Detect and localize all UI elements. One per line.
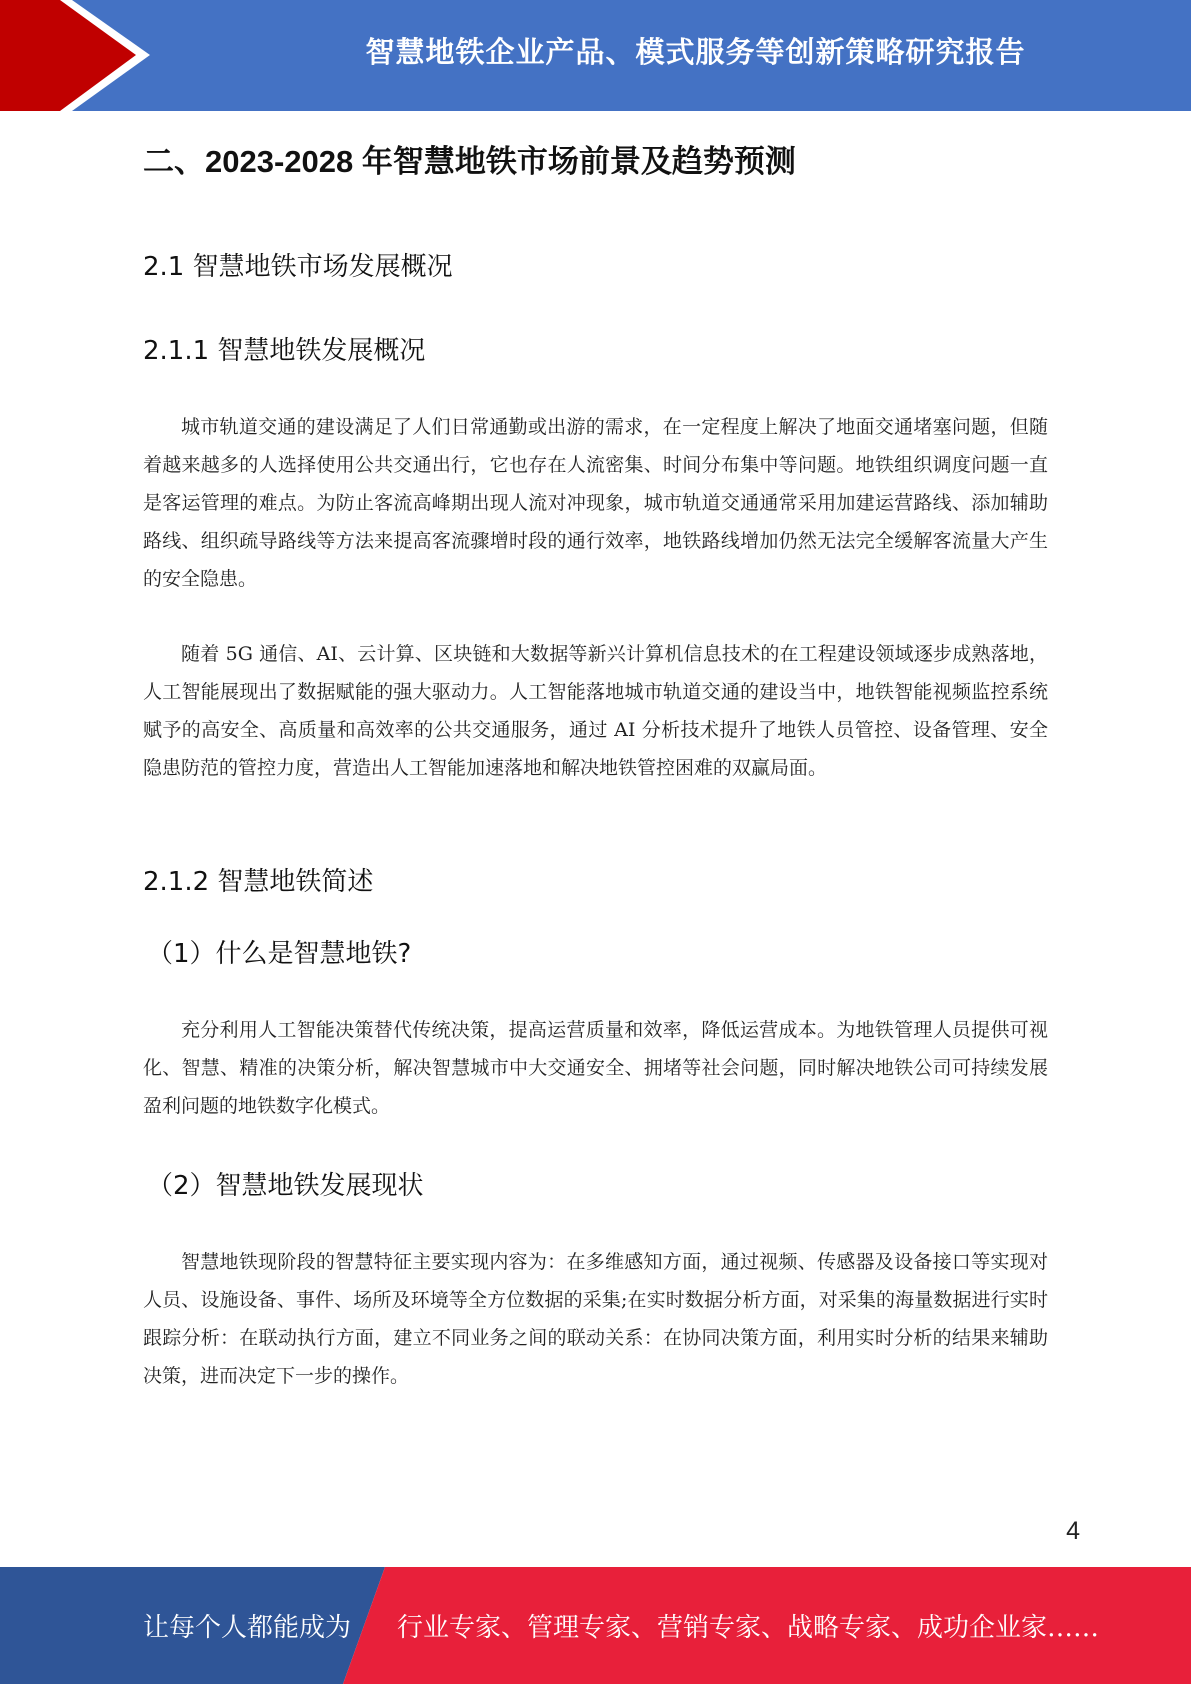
footer-slogan-left: 让每个人都能成为 — [143, 1613, 352, 1643]
page-number: 4 — [1066, 1517, 1080, 1545]
paragraph-current-status: 智慧地铁现阶段的智慧特征主要实现内容为：在多维感知方面，通过视频、传感器及设备接口等实现对人员、设施设备、事件、场所及环境等全方位数据的采集;在实时数据分析方面，对采集的海量数据进行实时跟踪分析：在联动执行方面，建立不同业务之间的联动关系：在协同决策方面，利用实时分析的结果来辅助决策，进而决定下一步的操作。 — [143, 1251, 1048, 1387]
header-arrow-icon — [0, 0, 160, 111]
subsection-2-1-2-title: 2.1.2 智慧地铁简述 — [143, 867, 374, 897]
paragraph-development-overview: 城市轨道交通的建设满足了人们日常通勤或出游的需求，在一定程度上解决了地面交通堵塞问题，但随着越来越多的人选择使用公共交通出行，它也存在人流密集、时间分布集中等问题。地铁组织调度问题一直是客运管理的难点。为防止客流高峰期出现人流对冲现象，城市轨道交通通常采用加建运营路线、添加辅助路线、组织疏导路线等方法来提高客流骤增时段的通行效率，地铁路线增加仍然无法完全缓解客流量大产生的安全隐患。 — [143, 416, 1048, 590]
footer-banner — [0, 1567, 1191, 1684]
paragraph-definition: 充分利用人工智能决策替代传统决策，提高运营质量和效率，降低运营成本。为地铁管理人员提供可视化、智慧、精准的决策分析，解决智慧城市中大交通安全、拥堵等社会问题，同时解决地铁公司可持续发展盈利问题的地铁数字化模式。 — [143, 1019, 1048, 1117]
question-what-is-smart-metro: （1）什么是智慧地铁? — [147, 939, 412, 969]
header-bar — [0, 0, 1191, 111]
footer-slogan-right: 行业专家、管理专家、营销专家、战略专家、成功企业家…… — [397, 1613, 1100, 1643]
report-title: 智慧地铁企业产品、模式服务等创新策略研究报告 — [365, 34, 1026, 69]
subsection-2-1-1-title: 2.1.1 智慧地铁发展概况 — [143, 336, 426, 366]
section-title: 二、2023-2028 年智慧地铁市场前景及趋势预测 — [143, 144, 796, 179]
subsection-2-1-title: 2.1 智慧地铁市场发展概况 — [143, 252, 453, 282]
paragraph-ai-technology: 随着 5G 通信、AI、云计算、区块链和大数据等新兴计算机信息技术的在工程建设领域逐步成熟落地，人工智能展现出了数据赋能的强大驱动力。人工智能落地城市轨道交通的建设当中，地铁智能视频监控系统赋予的高安全、高质量和高效率的公共交通服务，通过 AI 分析技术提升了地铁人员管控、设备管理、安全隐患防范的管控力度，营造出人工智能加速落地和解决地铁管控困难的双赢局面。 — [143, 643, 1048, 779]
question-development-status: （2）智慧地铁发展现状 — [147, 1171, 424, 1201]
